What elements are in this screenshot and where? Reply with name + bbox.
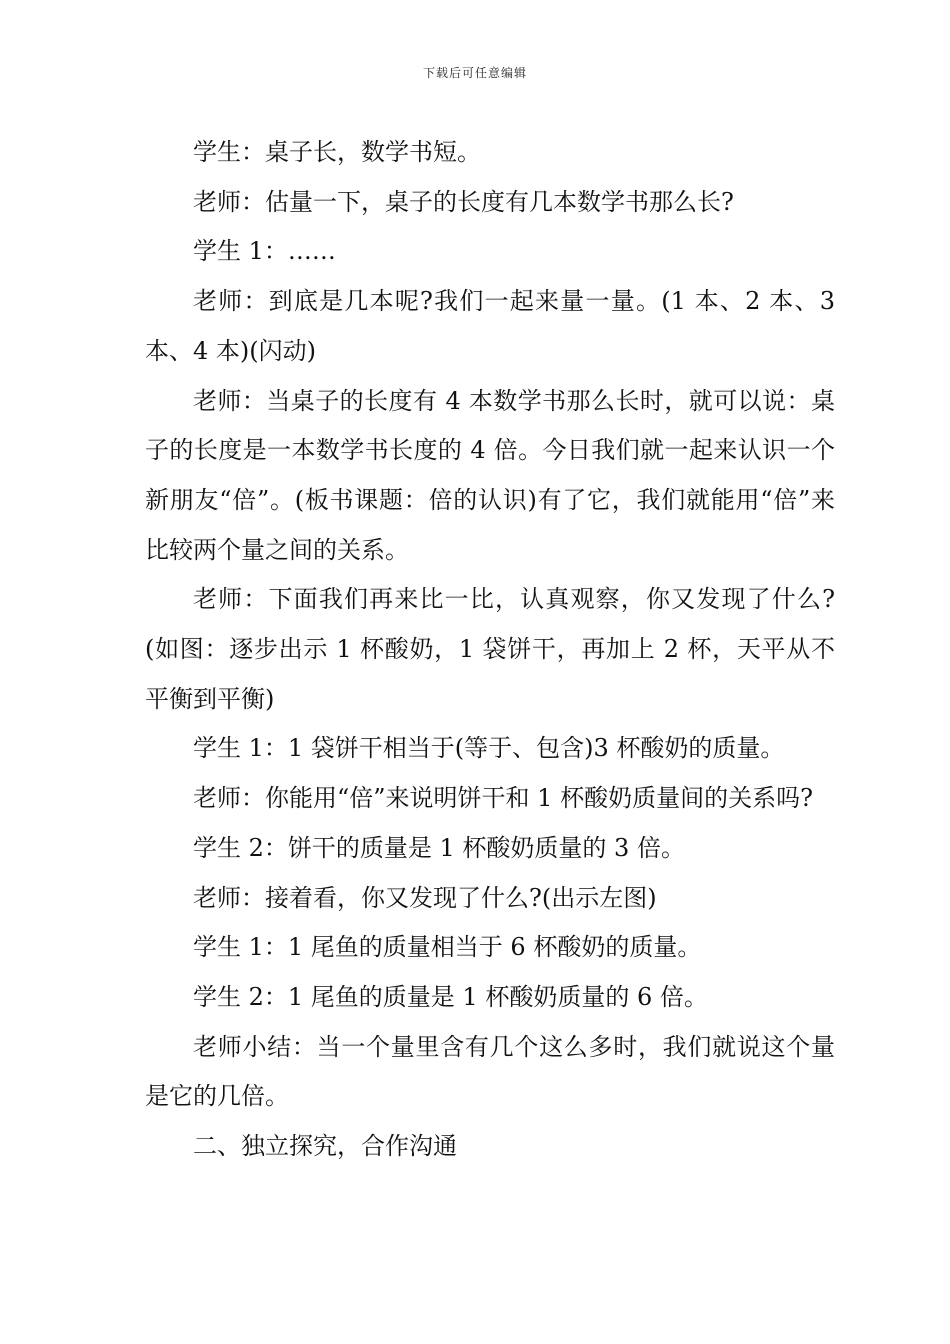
paragraph: 老师：到底是几本呢?我们一起来量一量。(1 本、2 本、3 本、4 本)(闪动) bbox=[145, 287, 835, 365]
paragraph: 学生 1：…… bbox=[193, 237, 336, 266]
page-header: 下载后可任意编辑 bbox=[422, 66, 527, 80]
paragraph: 学生：桌子长，数学书短。 bbox=[193, 138, 481, 166]
paragraph: 老师：接着看，你又发现了什么?(出示左图) bbox=[193, 883, 657, 912]
paragraph: 老师小结：当一个量里含有几个这么多时，我们就说这个量是它的几倍。 bbox=[145, 1032, 835, 1111]
paragraph: 老师：当桌子的长度有 4 本数学书那么长时，就可以说：桌子的长度是一本数学书长度的 4 倍。今日我们就一起来认识一个新朋友“倍”。(板书课题：倍的认识)有了它，我们就能用“倍”来比较两个量之间的关系。 bbox=[145, 386, 835, 564]
paragraph: 老师：下面我们再来比一比，认真观察，你又发现了什么?(如图：逐步出示 1 杯酸奶，1 袋饼干，再加上 2 杯，天平从不平衡到平衡) bbox=[145, 585, 835, 713]
paragraph: 老师：估量一下，桌子的长度有几本数学书那么长? bbox=[193, 187, 734, 216]
section-heading: 二、独立探究，合作沟通 bbox=[193, 1132, 457, 1161]
document-body bbox=[145, 128, 835, 1172]
paragraph: 学生 1：1 尾鱼的质量相当于 6 杯酸奶的质量。 bbox=[193, 933, 702, 962]
paragraph: 学生 1：1 袋饼干相当于(等于、包含)3 杯酸奶的质量。 bbox=[193, 734, 785, 763]
paragraph: 学生 2：1 尾鱼的质量是 1 杯酸奶质量的 6 倍。 bbox=[193, 982, 708, 1011]
paragraph: 学生 2：饼干的质量是 1 杯酸奶质量的 3 倍。 bbox=[193, 833, 685, 862]
paragraph: 老师：你能用“倍”来说明饼干和 1 杯酸奶质量间的关系吗? bbox=[193, 784, 813, 813]
